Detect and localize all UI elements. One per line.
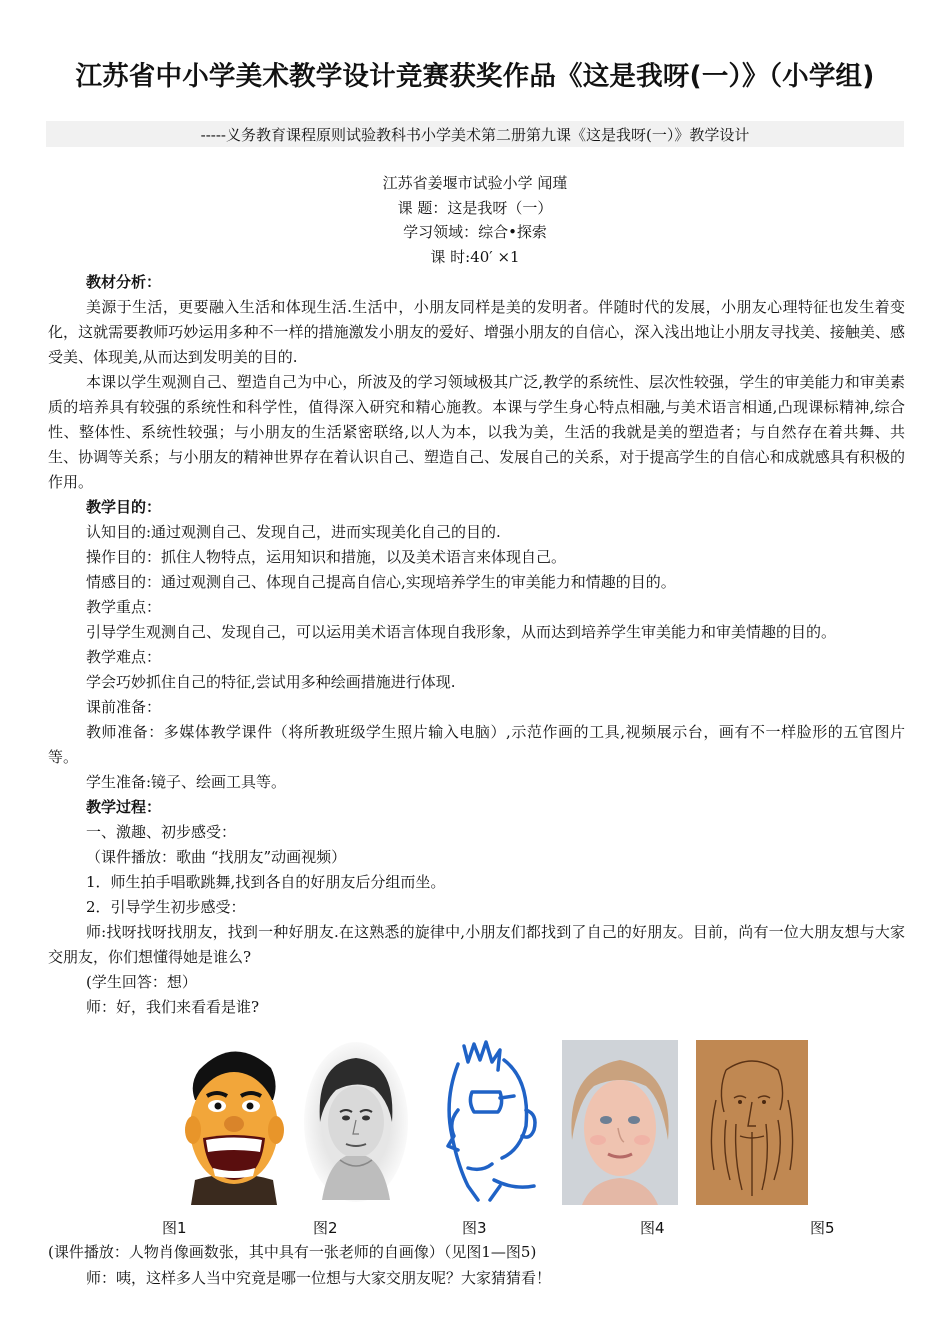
body-paragraph: 课前准备： bbox=[86, 698, 162, 716]
body-paragraph: 教学难点： bbox=[86, 648, 162, 666]
section-heading: 教学过程： bbox=[86, 798, 162, 816]
body-paragraph: 一、激趣、初步感受： bbox=[86, 823, 237, 841]
lesson-body bbox=[48, 270, 905, 1020]
figure-caption: 图1 bbox=[162, 1219, 187, 1237]
domain-line: 学习领域：综合•探索 bbox=[403, 223, 547, 241]
body-paragraph: 2．引导学生初步感受： bbox=[86, 898, 246, 916]
time-line: 课 时:40′ ×1 bbox=[430, 248, 520, 266]
portrait-figures bbox=[0, 1040, 950, 1205]
blue-line-portrait-icon bbox=[434, 1040, 542, 1205]
topic-line: 课 题：这是我呀（一） bbox=[397, 199, 553, 217]
document-title: 江苏省中小学美术教学设计竞赛获奖作品《这是我呀(一）》（小学组) bbox=[75, 61, 875, 92]
tail-paragraph: 师：咦，这样多人当中究竟是哪一位想与大家交朋友呢？大家猜猜看！ bbox=[86, 1269, 552, 1287]
figure-caption: 图2 bbox=[313, 1219, 338, 1237]
body-paragraph: 情感目的：通过观测自己、体现自己提高自信心,实现培养学生的审美能力和情趣的目的。 bbox=[86, 573, 676, 591]
body-paragraph: 师:找呀找呀找朋友，找到一种好朋友.在这熟悉的旋律中,小朋友们都找到了自己的好朋友。目前，尚有一位大朋友想与大家交朋友，你们想懂得她是谁么? bbox=[48, 923, 905, 966]
body-paragraph: 操作目的：抓住人物特点，运用知识和措施，以及美术语言来体现自己。 bbox=[86, 548, 567, 566]
tail-paragraph: (课件播放：人物肖像画数张，其中具有一张老师的自画像）（见图1—图5) bbox=[48, 1243, 537, 1261]
body-paragraph: 学会巧妙抓住自己的特征,尝试用多种绘画措施进行体现. bbox=[86, 673, 456, 691]
body-paragraph: 美源于生活，更要融入生活和体现生活.生活中，小朋友同样是美的发明者。伴随时代的发展，小朋友心理特征也发生着变化，这就需要教师巧妙运用多种不一样的措施激发小朋友的爱好、增强小朋友的自信心，深入浅出地让小朋友寻找美、接触美、感受美、体现美,从而达到发明美的目的. bbox=[48, 298, 905, 366]
body-paragraph: 认知目的:通过观测自己、发现自己，进而实现美化自己的目的. bbox=[86, 523, 501, 541]
figure-caption: 图5 bbox=[810, 1219, 835, 1237]
body-paragraph: 本课以学生观测自己、塑造自己为中心，所波及的学习领域极其广泛,教学的系统性、层次性较强，学生的审美能力和审美素质的培养具有较强的系统性和科学性，值得深入研究和精心施教。本课与学生身心特点相融,与美术语言相通,凸现课标精神,综合性、整体性、系统性较强；与小朋友的生活紧密联络,以人为本，以我为美，生活的我就是美的塑造者；与自然存在着共舞、共生、协调等关系；与小朋友的精神世界存在着认识自己、塑造自己、发展自己的关系，对于提高学生的自信心和成就感具有积极的作用。 bbox=[48, 373, 905, 491]
section-heading: 教材分析： bbox=[86, 273, 162, 291]
document-subtitle: -----义务教育课程原则试验教科书小学美术第二册第九课《这是我呀(一）》教学设计 bbox=[200, 126, 750, 144]
body-paragraph: 1．师生拍手唱歌跳舞,找到各自的好朋友后分组而坐。 bbox=[86, 873, 446, 891]
body-paragraph: 师：好，我们来看看是谁? bbox=[86, 998, 260, 1016]
caricature-laughing-man-icon bbox=[181, 1040, 287, 1205]
pencil-portrait-woman-icon bbox=[300, 1040, 412, 1205]
body-paragraph: 引导学生观测自己、发现自己，可以运用美术语言体现自我形象，从而达到培养学生审美能力和审美情趣的目的。 bbox=[86, 623, 837, 641]
section-heading: 教学目的： bbox=[86, 498, 162, 516]
body-paragraph: 教师准备：多媒体教学课件（将所教班级学生照片输入电脑）,示范作画的工具,视频展示台，画有不一样脸形的五官图片等。 bbox=[48, 723, 905, 766]
author-line: 江苏省姜堰市试验小学 闻瑾 bbox=[382, 174, 568, 192]
figure-caption: 图4 bbox=[640, 1219, 665, 1237]
body-paragraph: (学生回答：想） bbox=[86, 973, 197, 991]
body-paragraph: 学生准备:镜子、绘画工具等。 bbox=[86, 773, 287, 791]
child-photo-portrait-icon bbox=[562, 1040, 678, 1205]
figure-caption: 图3 bbox=[462, 1219, 487, 1237]
body-paragraph: （课件播放：歌曲 “找朋友”动画视频） bbox=[86, 848, 347, 866]
sepia-self-portrait-icon bbox=[696, 1040, 808, 1205]
body-paragraph: 教学重点： bbox=[86, 598, 162, 616]
